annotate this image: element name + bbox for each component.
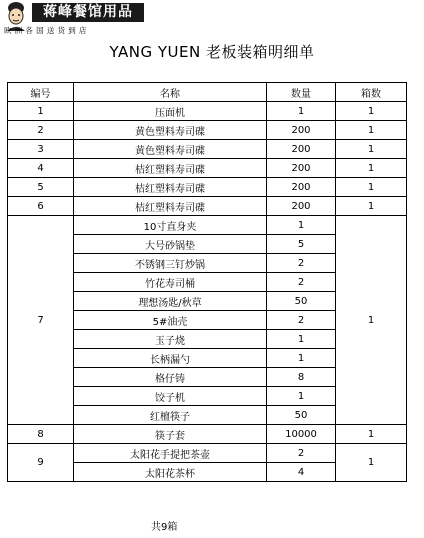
item-number: 2 xyxy=(8,121,74,140)
item-name: 理想汤匙/秋草 xyxy=(74,292,267,311)
box-count: 1 xyxy=(336,197,407,216)
item-name: 太阳花手提把茶壶 xyxy=(74,444,267,463)
item-quantity: 1 xyxy=(267,387,336,406)
item-name: 玉子烧 xyxy=(74,330,267,349)
item-name: 5#油壳 xyxy=(74,311,267,330)
item-name: 不锈钢三钉炒锅 xyxy=(74,254,267,273)
box-count: 1 xyxy=(336,178,407,197)
header-boxes: 箱数 xyxy=(336,83,407,102)
item-quantity: 1 xyxy=(267,330,336,349)
item-quantity: 200 xyxy=(267,197,336,216)
item-quantity: 50 xyxy=(267,406,336,425)
company-name: 蒋峰餐馆用品 xyxy=(32,3,144,22)
item-quantity: 200 xyxy=(267,159,336,178)
item-number: 8 xyxy=(8,425,74,444)
item-quantity: 2 xyxy=(267,444,336,463)
table-row xyxy=(8,216,407,235)
item-name: 筷子套 xyxy=(74,425,267,444)
item-quantity: 1 xyxy=(267,102,336,121)
header-number: 编号 xyxy=(8,83,74,102)
box-count: 1 xyxy=(336,216,407,425)
table-row xyxy=(8,197,407,216)
item-name: 桔红塑料寿司碟 xyxy=(74,159,267,178)
item-number: 4 xyxy=(8,159,74,178)
item-quantity: 2 xyxy=(267,254,336,273)
item-quantity: 1 xyxy=(267,216,336,235)
item-number: 9 xyxy=(8,444,74,482)
table-row xyxy=(8,102,407,121)
box-total: 共9箱 xyxy=(151,522,178,533)
item-name: 格仔铸 xyxy=(74,368,267,387)
table-row xyxy=(8,425,407,444)
header-name: 名称 xyxy=(74,83,267,102)
table-row xyxy=(8,140,407,159)
item-number: 7 xyxy=(8,216,74,425)
item-number: 6 xyxy=(8,197,74,216)
item-quantity: 5 xyxy=(267,235,336,254)
item-quantity: 200 xyxy=(267,178,336,197)
item-name: 10寸直身夹 xyxy=(74,216,267,235)
table-header-row xyxy=(8,83,407,102)
table-row xyxy=(8,444,407,463)
item-quantity: 200 xyxy=(267,140,336,159)
box-count: 1 xyxy=(336,140,407,159)
box-count: 1 xyxy=(336,444,407,482)
item-quantity: 2 xyxy=(267,273,336,292)
item-name: 黄色塑料寿司碟 xyxy=(74,121,267,140)
box-count: 1 xyxy=(336,425,407,444)
item-number: 5 xyxy=(8,178,74,197)
item-name: 黄色塑料寿司碟 xyxy=(74,140,267,159)
item-name: 长柄漏勺 xyxy=(74,349,267,368)
item-quantity: 2 xyxy=(267,311,336,330)
packing-list-table xyxy=(7,82,407,482)
item-quantity: 1 xyxy=(267,349,336,368)
item-name: 红檀筷子 xyxy=(74,406,267,425)
table-row xyxy=(8,178,407,197)
item-number: 3 xyxy=(8,140,74,159)
box-count: 1 xyxy=(336,121,407,140)
item-name: 太阳花茶杯 xyxy=(74,463,267,482)
item-name: 竹花寿司桶 xyxy=(74,273,267,292)
table-row xyxy=(8,159,407,178)
item-name: 桔红塑料寿司碟 xyxy=(74,197,267,216)
item-number: 1 xyxy=(8,102,74,121)
item-quantity: 200 xyxy=(267,121,336,140)
box-count: 1 xyxy=(336,159,407,178)
table-row xyxy=(8,121,407,140)
item-quantity: 10000 xyxy=(267,425,336,444)
company-logo xyxy=(2,1,144,39)
box-count: 1 xyxy=(336,102,407,121)
header-quantity: 数量 xyxy=(267,83,336,102)
item-name: 桔红塑料寿司碟 xyxy=(74,178,267,197)
table-body xyxy=(8,102,407,482)
item-name: 饺子机 xyxy=(74,387,267,406)
item-quantity: 50 xyxy=(267,292,336,311)
company-tagline: 欧洲各国送货到店 xyxy=(4,26,90,35)
item-quantity: 8 xyxy=(267,368,336,387)
item-name: 压面机 xyxy=(74,102,267,121)
document-title: YANG YUEN 老板装箱明细单 xyxy=(109,43,315,61)
item-name: 大号砂锅垫 xyxy=(74,235,267,254)
item-quantity: 4 xyxy=(267,463,336,482)
